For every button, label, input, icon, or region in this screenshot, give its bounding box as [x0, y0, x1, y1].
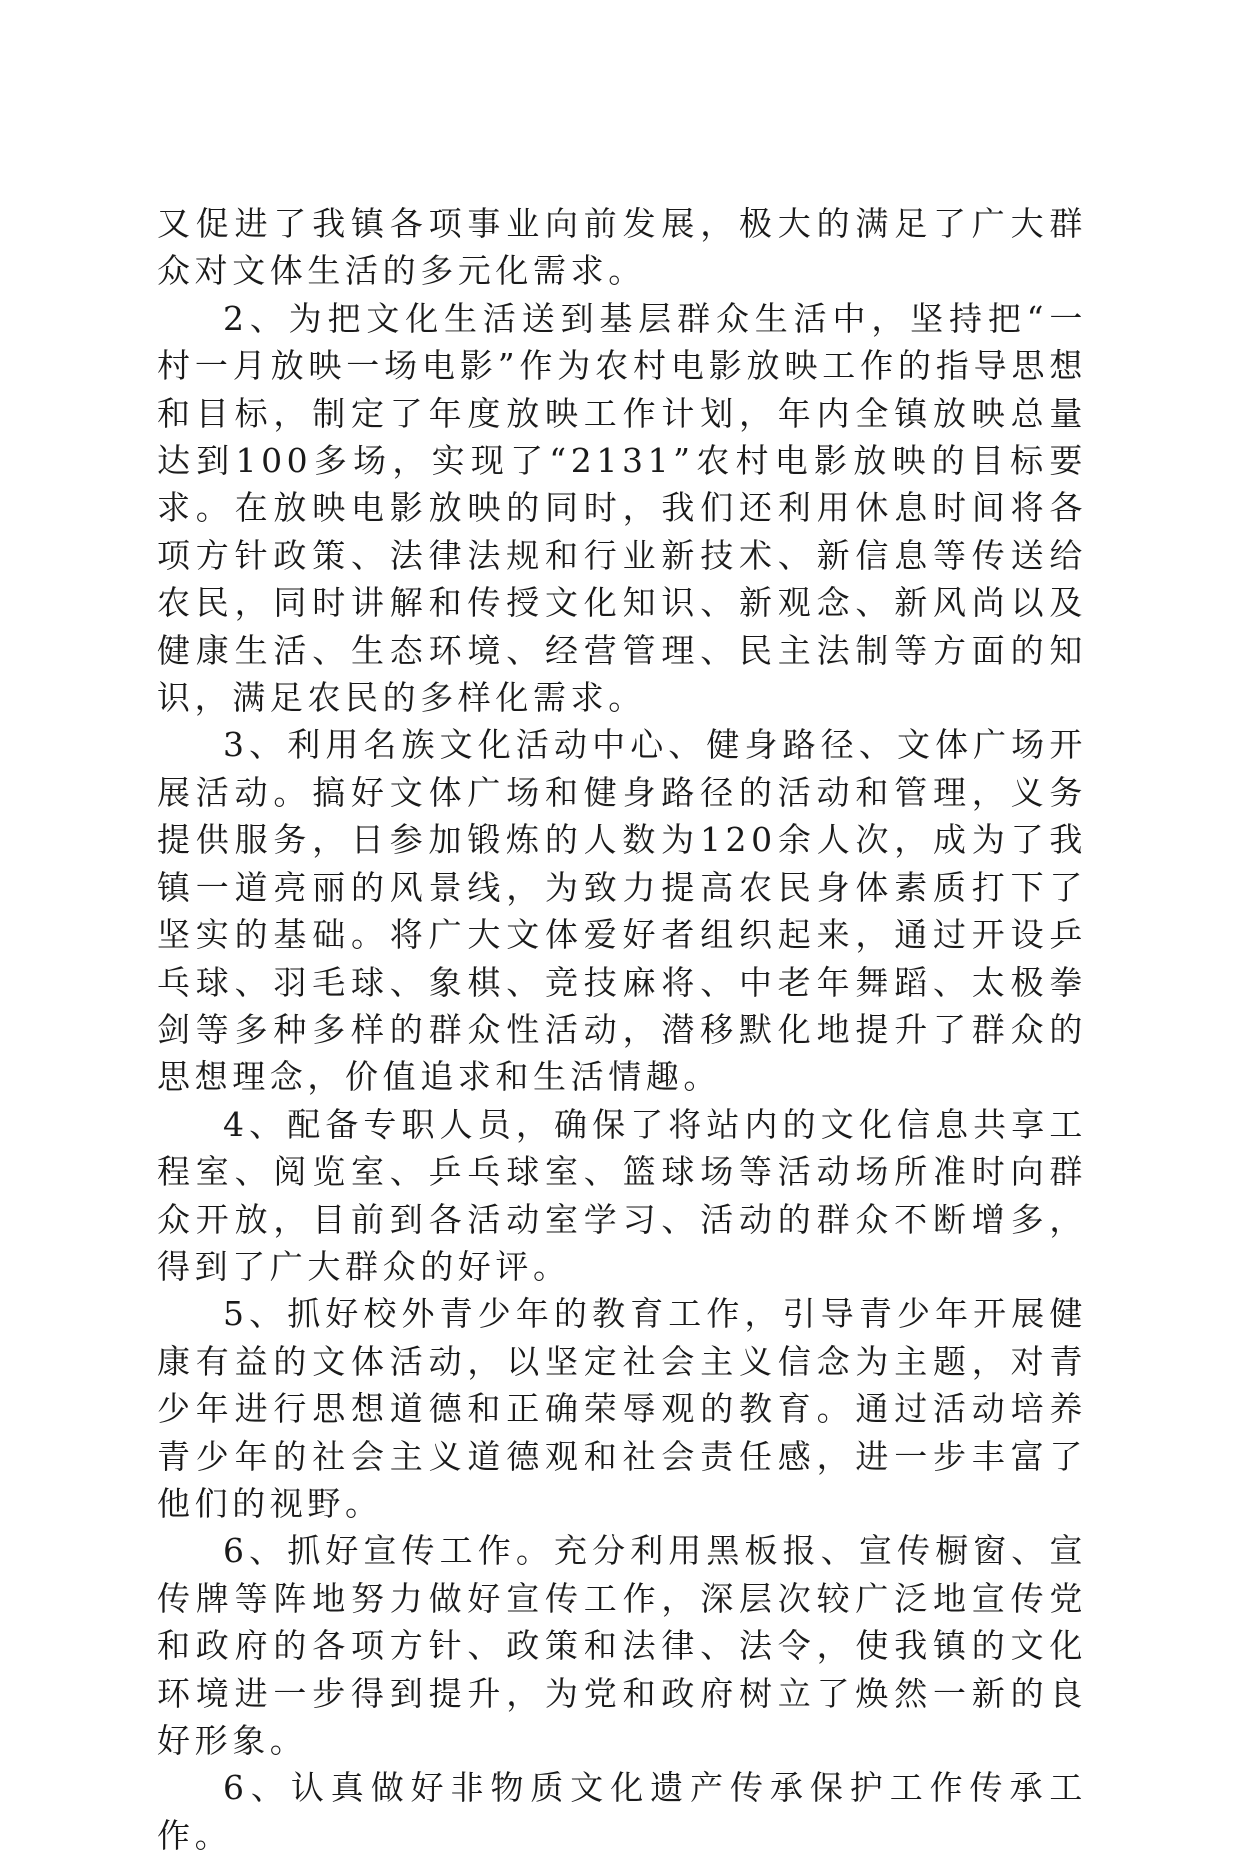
paragraph-item-6-publicity: 6、抓好宣传工作。充分利用黑板报、宣传橱窗、宣传牌等阵地努力做好宣传工作，深层次较广泛地宣传党和政府的各项方针、政策和法律、法令，使我镇的文化环境进一步得到提升，为党和政府树立了焕然一新的良好形象。: [157, 1531, 1087, 1760]
paragraph-item-4-staffing: 4、配备专职人员，确保了将站内的文化信息共享工程室、阅览室、乒乓球室、篮球场等活动场所准时向群众开放，目前到各活动室学习、活动的群众不断增多，得到了广大群众的好评。: [157, 1104, 1087, 1286]
paragraph-continuation: 又促进了我镇各项事业向前发展，极大的满足了广大群众对文体生活的多元化需求。: [157, 204, 1087, 291]
body-text: [157, 200, 1087, 1859]
paragraph-item-3-activity-center: 3、利用名族文化活动中心、健身路径、文体广场开展活动。搞好文体广场和健身路径的活动和管理，义务提供服务，日参加锻炼的人数为120余人次，成为了我镇一道亮丽的风景线，为致力提高农民身体素质打下了坚实的基础。将广大文体爱好者组织起来，通过开设乒乓球、羽毛球、象棋、竞技麻将、中老年舞蹈、太极拳剑等多种多样的群众性活动，潜移默化地提升了群众的思想理念，价值追求和生活情趣。: [157, 725, 1087, 1097]
paragraph-item-6-intangible-heritage: 6、认真做好非物质文化遗产传承保护工作传承工作。: [157, 1768, 1087, 1855]
paragraph-item-5-youth-education: 5、抓好校外青少年的教育工作，引导青少年开展健康有益的文体活动，以坚定社会主义信念为主题，对青少年进行思想道德和正确荣辱观的教育。通过活动培养青少年的社会主义道德观和社会责任感，进一步丰富了他们的视野。: [157, 1294, 1087, 1523]
paragraph-item-2-film-screening: 2、为把文化生活送到基层群众生活中，坚持把“一村一月放映一场电影”作为农村电影放映工作的指导思想和目标，制定了年度放映工作计划，年内全镇放映总量达到100多场，实现了“2131”农村电影放映的目标要求。在放映电影放映的同时，我们还利用休息时间将各项方针政策、法律法规和行业新技术、新信息等传送给农民，同时讲解和传授文化知识、新观念、新风尚以及健康生活、生态环境、经营管理、民主法制等方面的知识，满足农民的多样化需求。: [157, 298, 1087, 718]
